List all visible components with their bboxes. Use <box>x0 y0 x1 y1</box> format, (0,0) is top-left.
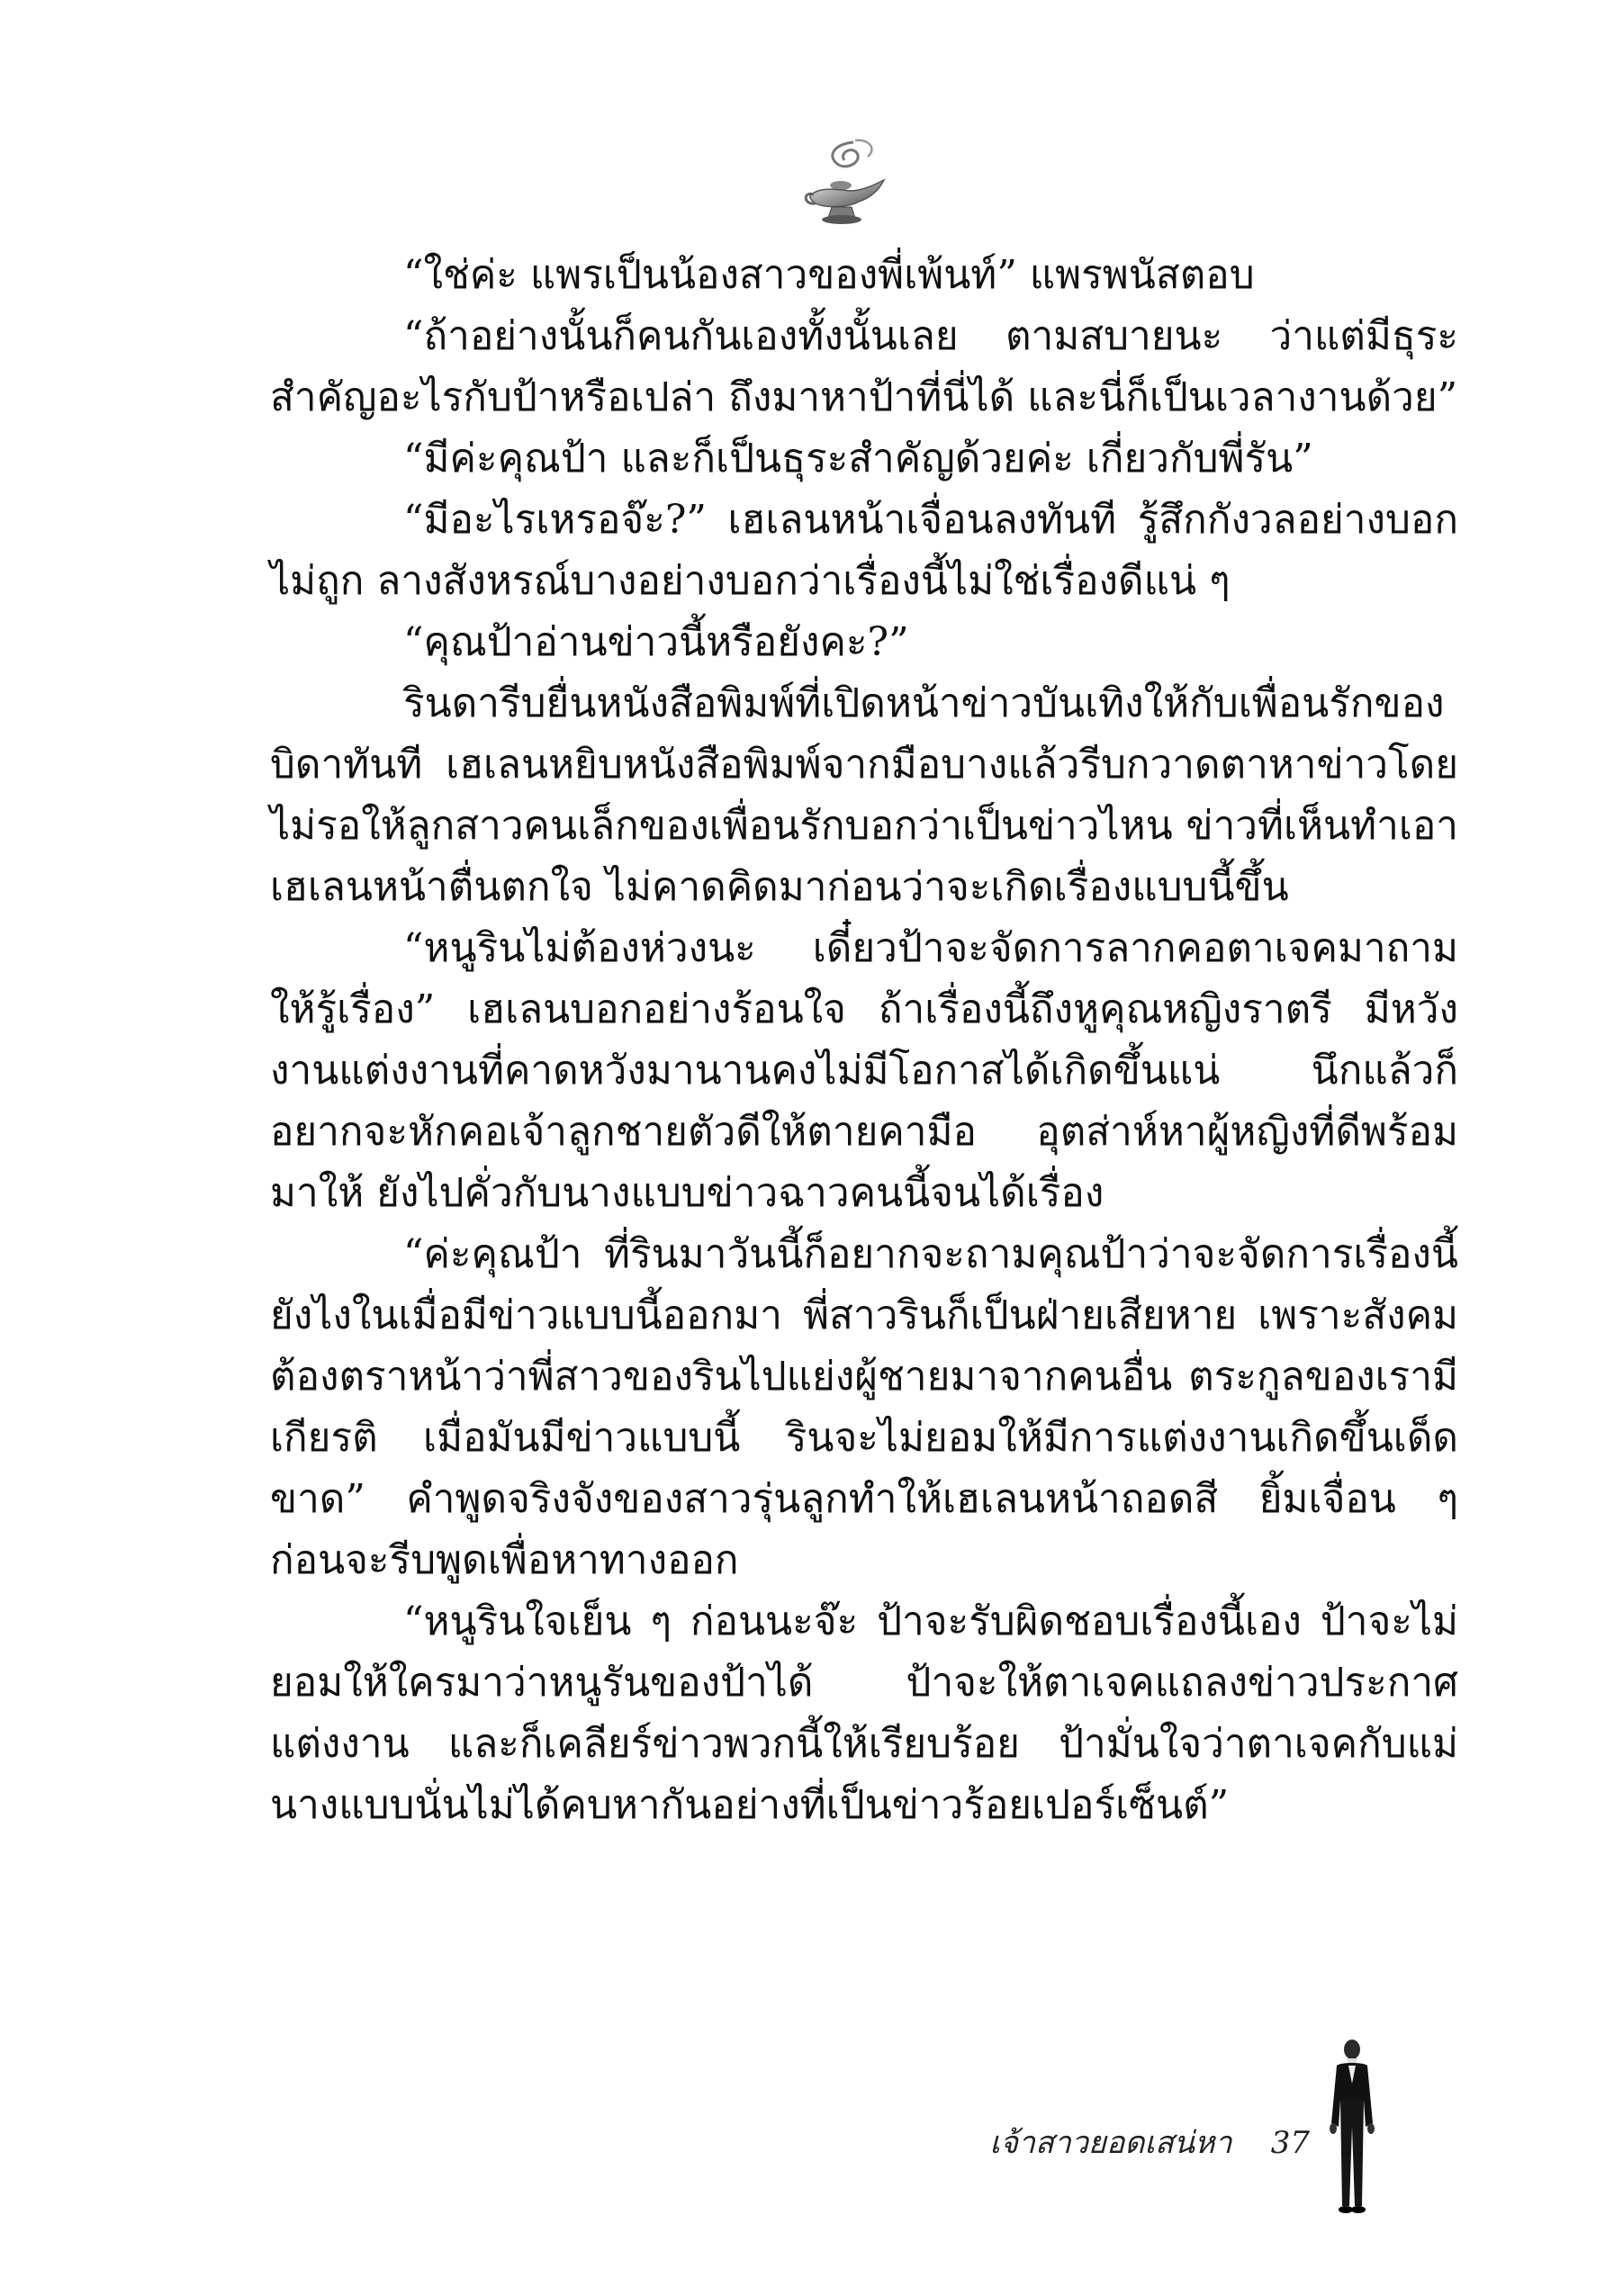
paragraph: “หนูรินใจเย็น ๆ ก่อนนะจ๊ะ ป้าจะรับผิดชอบเรื่องนี้เอง ป้าจะไม่ยอมให้ใครมาว่าหนูรันของป้าได้ ป้าจะให้ตาเจคแถลงข่าวประกาศแต่งงาน และก็เคลียร์ข่าวพวกนี้ให้เรียบร้อย ป้ามั่นใจว่าตาเจคกับแม่นางแบบนั่นไม่ได้คบหากันอย่างที่เป็นข่าวร้อยเปอร์เซ็นต์” <box>270 1598 1458 1828</box>
paragraph: รินดารีบยื่นหนังสือพิมพ์ที่เปิดหน้าข่าวบันเทิงให้กับเพื่อนรักของบิดาทันที เฮเลนหยิบหนังสือพิมพ์จากมือบางแล้วรีบกวาดตาหาข่าวโดยไม่รอให้ลูกสาวคนเล็กของเพื่อนรักบอกว่าเป็นข่าวไหน ข่าวที่เห็นทำเอาเฮเลนหน้าตื่นตกใจ ไม่คาดคิดมาก่อนว่าจะเกิดเรื่องแบบนี้ขึ้น <box>270 680 1458 910</box>
paragraph: “ใช่ค่ะ แพรเป็นน้องสาวของพี่เพ้นท์” แพรพนัสตอบ <box>403 252 1255 298</box>
body-text <box>270 245 1458 1836</box>
paragraph: “มีอะไรเหรอจ๊ะ?” เฮเลนหน้าเจื่อนลงทันที รู้สึกกังวลอย่างบอกไม่ถูก ลางสังหรณ์บางอย่างบอกว่าเรื่องนี้ไม่ใช่เรื่องดีแน่ ๆ <box>270 497 1458 604</box>
running-footer <box>989 2118 1310 2166</box>
paragraph: “ค่ะคุณป้า ที่รินมาวันนี้ก็อยากจะถามคุณป้าว่าจะจัดการเรื่องนี้ยังไงในเมื่อมีข่าวแบบนี้ออกมา พี่สาวรินก็เป็นฝ่ายเสียหาย เพราะสังคมต้องตราหน้าว่าพี่สาวของรินไปแย่งผู้ชายมาจากคนอื่น ตระกูลของเรามีเกียรติ เมื่อมันมีข่าวแบบนี้ รินจะไม่ยอมให้มีการแต่งงานเกิดขึ้นเด็ดขาด” คำพูดจริงจังของสาวรุ่นลูกทำให้เฮเลนหน้าถอดสี ยิ้มเจื่อน ๆ ก่อนจะรีบพูดเพื่อหาทางออก <box>270 1231 1458 1583</box>
magic-lamp-icon <box>799 135 889 234</box>
paragraph: “มีค่ะคุณป้า และก็เป็นธุระสำคัญด้วยค่ะ เกี่ยวกับพี่รัน” <box>403 436 1313 482</box>
book-title: เจ้าสาวยอดเสน่หา <box>989 2125 1232 2161</box>
page-footer <box>840 2037 1380 2217</box>
paragraph: “ถ้าอย่างนั้นก็คนกันเองทั้งนั้นเลย ตามสบายนะ ว่าแต่มีธุระสำคัญอะไรกับป้าหรือเปล่า ถึงมาหาป้าที่นี่ได้ และนี่ก็เป็นเวลางานด้วย” <box>270 313 1458 420</box>
page-number: 37 <box>1270 2125 1310 2161</box>
paragraph: “คุณป้าอ่านข่าวนี้หรือยังคะ?” <box>403 619 909 665</box>
paragraph: “หนูรินไม่ต้องห่วงนะ เดี๋ยวป้าจะจัดการลากคอตาเจคมาถามให้รู้เรื่อง” เฮเลนบอกอย่างร้อนใจ ถ้าเรื่องนี้ถึงหูคุณหญิงราตรี มีหวังงานแต่งงานที่คาดหวังมานานคงไม่มีโอกาสได้เกิดขึ้นแน่ นึกแล้วก็อยากจะหักคอเจ้าลูกชายตัวดีให้ตายคามือ อุตส่าห์หาผู้หญิงที่ดีพร้อมมาให้ ยังไปคั่วกับนางแบบข่าวฉาวคนนี้จนได้เรื่อง <box>270 925 1458 1216</box>
standing-man-icon <box>1324 2037 1380 2217</box>
